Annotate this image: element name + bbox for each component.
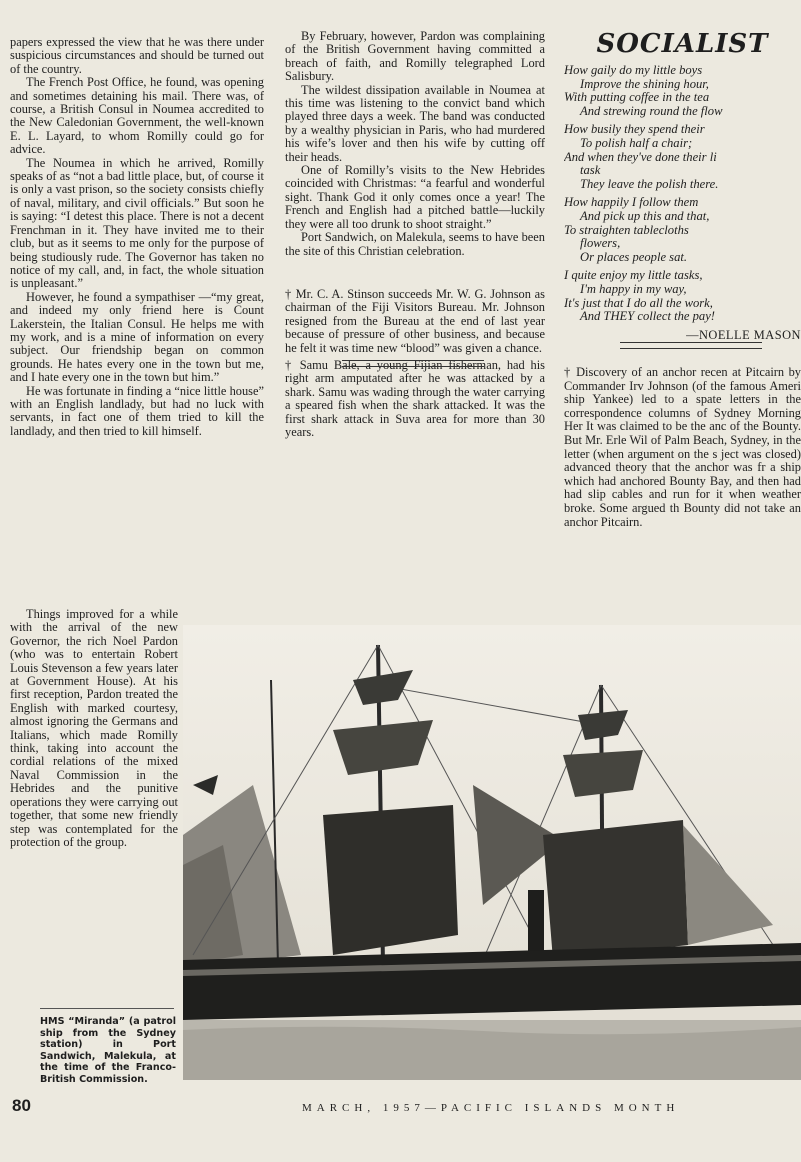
- poem-stanza: [564, 64, 801, 118]
- poem-line: They leave the polish there.: [580, 176, 719, 191]
- section-divider: [342, 360, 484, 367]
- poem-line: How busily they spend their: [564, 122, 705, 137]
- poem-line: task: [580, 163, 601, 178]
- paragraph: papers expressed the view that he was there under suspicious circumstances and should be turned out of the country.: [10, 35, 264, 76]
- paragraph: One of Romilly’s visits to the New Hebrides coincided with Christmas: “a fearful and wonderful sight. Thank God it only comes once a year! The French and English had a pitched battle—luckily they were all too drunk to shoot straight.”: [285, 163, 545, 231]
- paragraph: The wildest dissipation available in Noumea at this time was listening to the convict band which played three days a week. The band was conducted by a wealthy physician in Paris, who had murdered his wife’s lover and then his wife by cutting off their heads.: [285, 82, 545, 164]
- poem-line: And when they've done their li: [564, 149, 717, 164]
- poem-line: flowers,: [580, 236, 621, 251]
- article-column-left: [10, 36, 264, 438]
- poem-line: I'm happy in my way,: [580, 281, 687, 296]
- news-item: † Discovery of an anchor recen at Pitcairn by Commander Irv Johnson (of the famous Ameri ship Yankee) led to a spate letters in the correspondence columns of Sydney Morning Her It was claimed to be the anc of the Bounty. But Mr. Erle Wil of Palm Beach, Sydney, in the letter (when argument on the s ject was closed) advanced theory that the anchor was fr a ship which had anchored Bounty Bay, and then had had slip cables and run for it when weather broke. Some argued th Bounty did not take an anchor Pitcairn.: [564, 365, 801, 529]
- poem-line: Or places people sat.: [580, 249, 688, 264]
- poem-line: To polish half a chair;: [580, 135, 693, 150]
- poem-line: How happily I follow them: [564, 195, 699, 210]
- news-item: † Samu Bale, a young Fijian fisherman, had his right arm amputated after he was attacked by a shark. Samu was wading through the water carrying a speared fish when the shark attacked. It was the first shark attack in Suva area for more than 30 years.: [285, 357, 545, 439]
- paragraph: Port Sandwich, on Malekula, seems to have been the site of this Christian celebration.: [285, 230, 545, 258]
- ship-photo-illustration: [183, 625, 801, 1080]
- paragraph: However, he found a sympathiser —“my great, and indeed my only friend here is Count Lakerstein, the Italian Consul. He helps me with my work, and is a mine of information on every subject. Our friendship began on common grounds. He hates every one in the town but me, and I hate every one in the town but him.”: [10, 289, 264, 385]
- poem-title: SOCIALIST: [596, 30, 769, 59]
- poem-line: It's just that I do all the work,: [564, 295, 713, 310]
- poem-line: I quite enjoy my little tasks,: [564, 268, 703, 283]
- footer-publication-line: MARCH, 1957—PACIFIC ISLANDS MONTH: [302, 1102, 680, 1114]
- poem-line: To straighten tablecloths: [564, 222, 689, 237]
- page-number: 80: [12, 1096, 31, 1115]
- paragraph: By February, however, Pardon was complaining of the British Government having committed a breach of faith, and Romilly telegraphed Lord Salisbury.: [285, 29, 545, 84]
- poem-stanza: [564, 269, 801, 323]
- sail-fore-lower: [323, 805, 458, 955]
- article-column-wrap: [10, 608, 178, 849]
- poem-stanza: [564, 196, 801, 264]
- poem-line: And THEY collect the pay!: [580, 309, 716, 324]
- poem-stanza: [564, 123, 801, 191]
- news-item: † Mr. C. A. Stinson succeeds Mr. W. G. Johnson as chairman of the Fiji Visitors Bureau. Mr. Johnson resigned from the Bureau at the end of last year because of pressure of other business, and because he felt it was time new “blood” was given a chance.: [285, 286, 545, 355]
- poem-line: Improve the shining hour,: [580, 76, 709, 91]
- ship-photo: [183, 625, 801, 1080]
- caption-rule: [40, 1008, 174, 1009]
- paragraph: He was fortunate in finding a “nice little house” with an English landlady, but had no luck with servants, in fact one of them tried to kill the landlady, and then tried to kill himself.: [10, 383, 264, 438]
- sail-main-lower: [543, 820, 688, 960]
- water-shade: [183, 1027, 801, 1080]
- article-column-right: [564, 30, 801, 529]
- section-divider: [620, 342, 762, 349]
- poem-line: And pick up this and that,: [580, 208, 710, 223]
- article-column-middle: [285, 30, 545, 439]
- poem-line: How gaily do my little boys: [564, 63, 703, 77]
- photo-caption: HMS “Miranda” (a patrol ship from the Sydney station) in Port Sandwich, Malekula, at the time of the Franco-British Commission.: [40, 1016, 176, 1085]
- sail-main-upper: [563, 750, 643, 797]
- funnel: [528, 890, 544, 960]
- paragraph: Things improved for a while with the arrival of the new Governor, the rich Noel Pardon (who was to entertain Robert Louis Stevenson a few years later at Government House). At his first reception, Pardon treated the English with marked courtesy, almost ignoring the Germans and Italians, which made Romilly think, taking into account the cordial relations of the mixed Naval Commission in the Hebrides and the punitive operations they were carrying out together, that some new friendly step was contemplated for the protection of the group.: [10, 607, 178, 849]
- paragraph: The French Post Office, he found, was opening and sometimes detaining his mail. There was, of course, a British Consul in Noumea accredited to the New Caledonian Government, the well-known E. L. Layard, to whom Romilly could go for advice.: [10, 75, 264, 157]
- page-footer: [0, 1096, 801, 1118]
- poem-author: —NOELLE MASON: [686, 327, 801, 342]
- poem-line: And strewing round the flow: [580, 103, 723, 118]
- paragraph: The Noumea in which he arrived, Romilly speaks of as “not a bad little place, but, of course it is only a vast prison, so the society consists chiefly of naval, military, and civil officials.” But soon he is saying: “I detest this place. There is not a decent Frenchman in it. They have invited me to their club, but as it seems to me only for the purpose of being studiously rude. The Governor has taken no notice of my call, and, in fact, the whole situation is unpleasant.”: [10, 155, 264, 291]
- poem-line: With putting coffee in the tea: [564, 90, 710, 105]
